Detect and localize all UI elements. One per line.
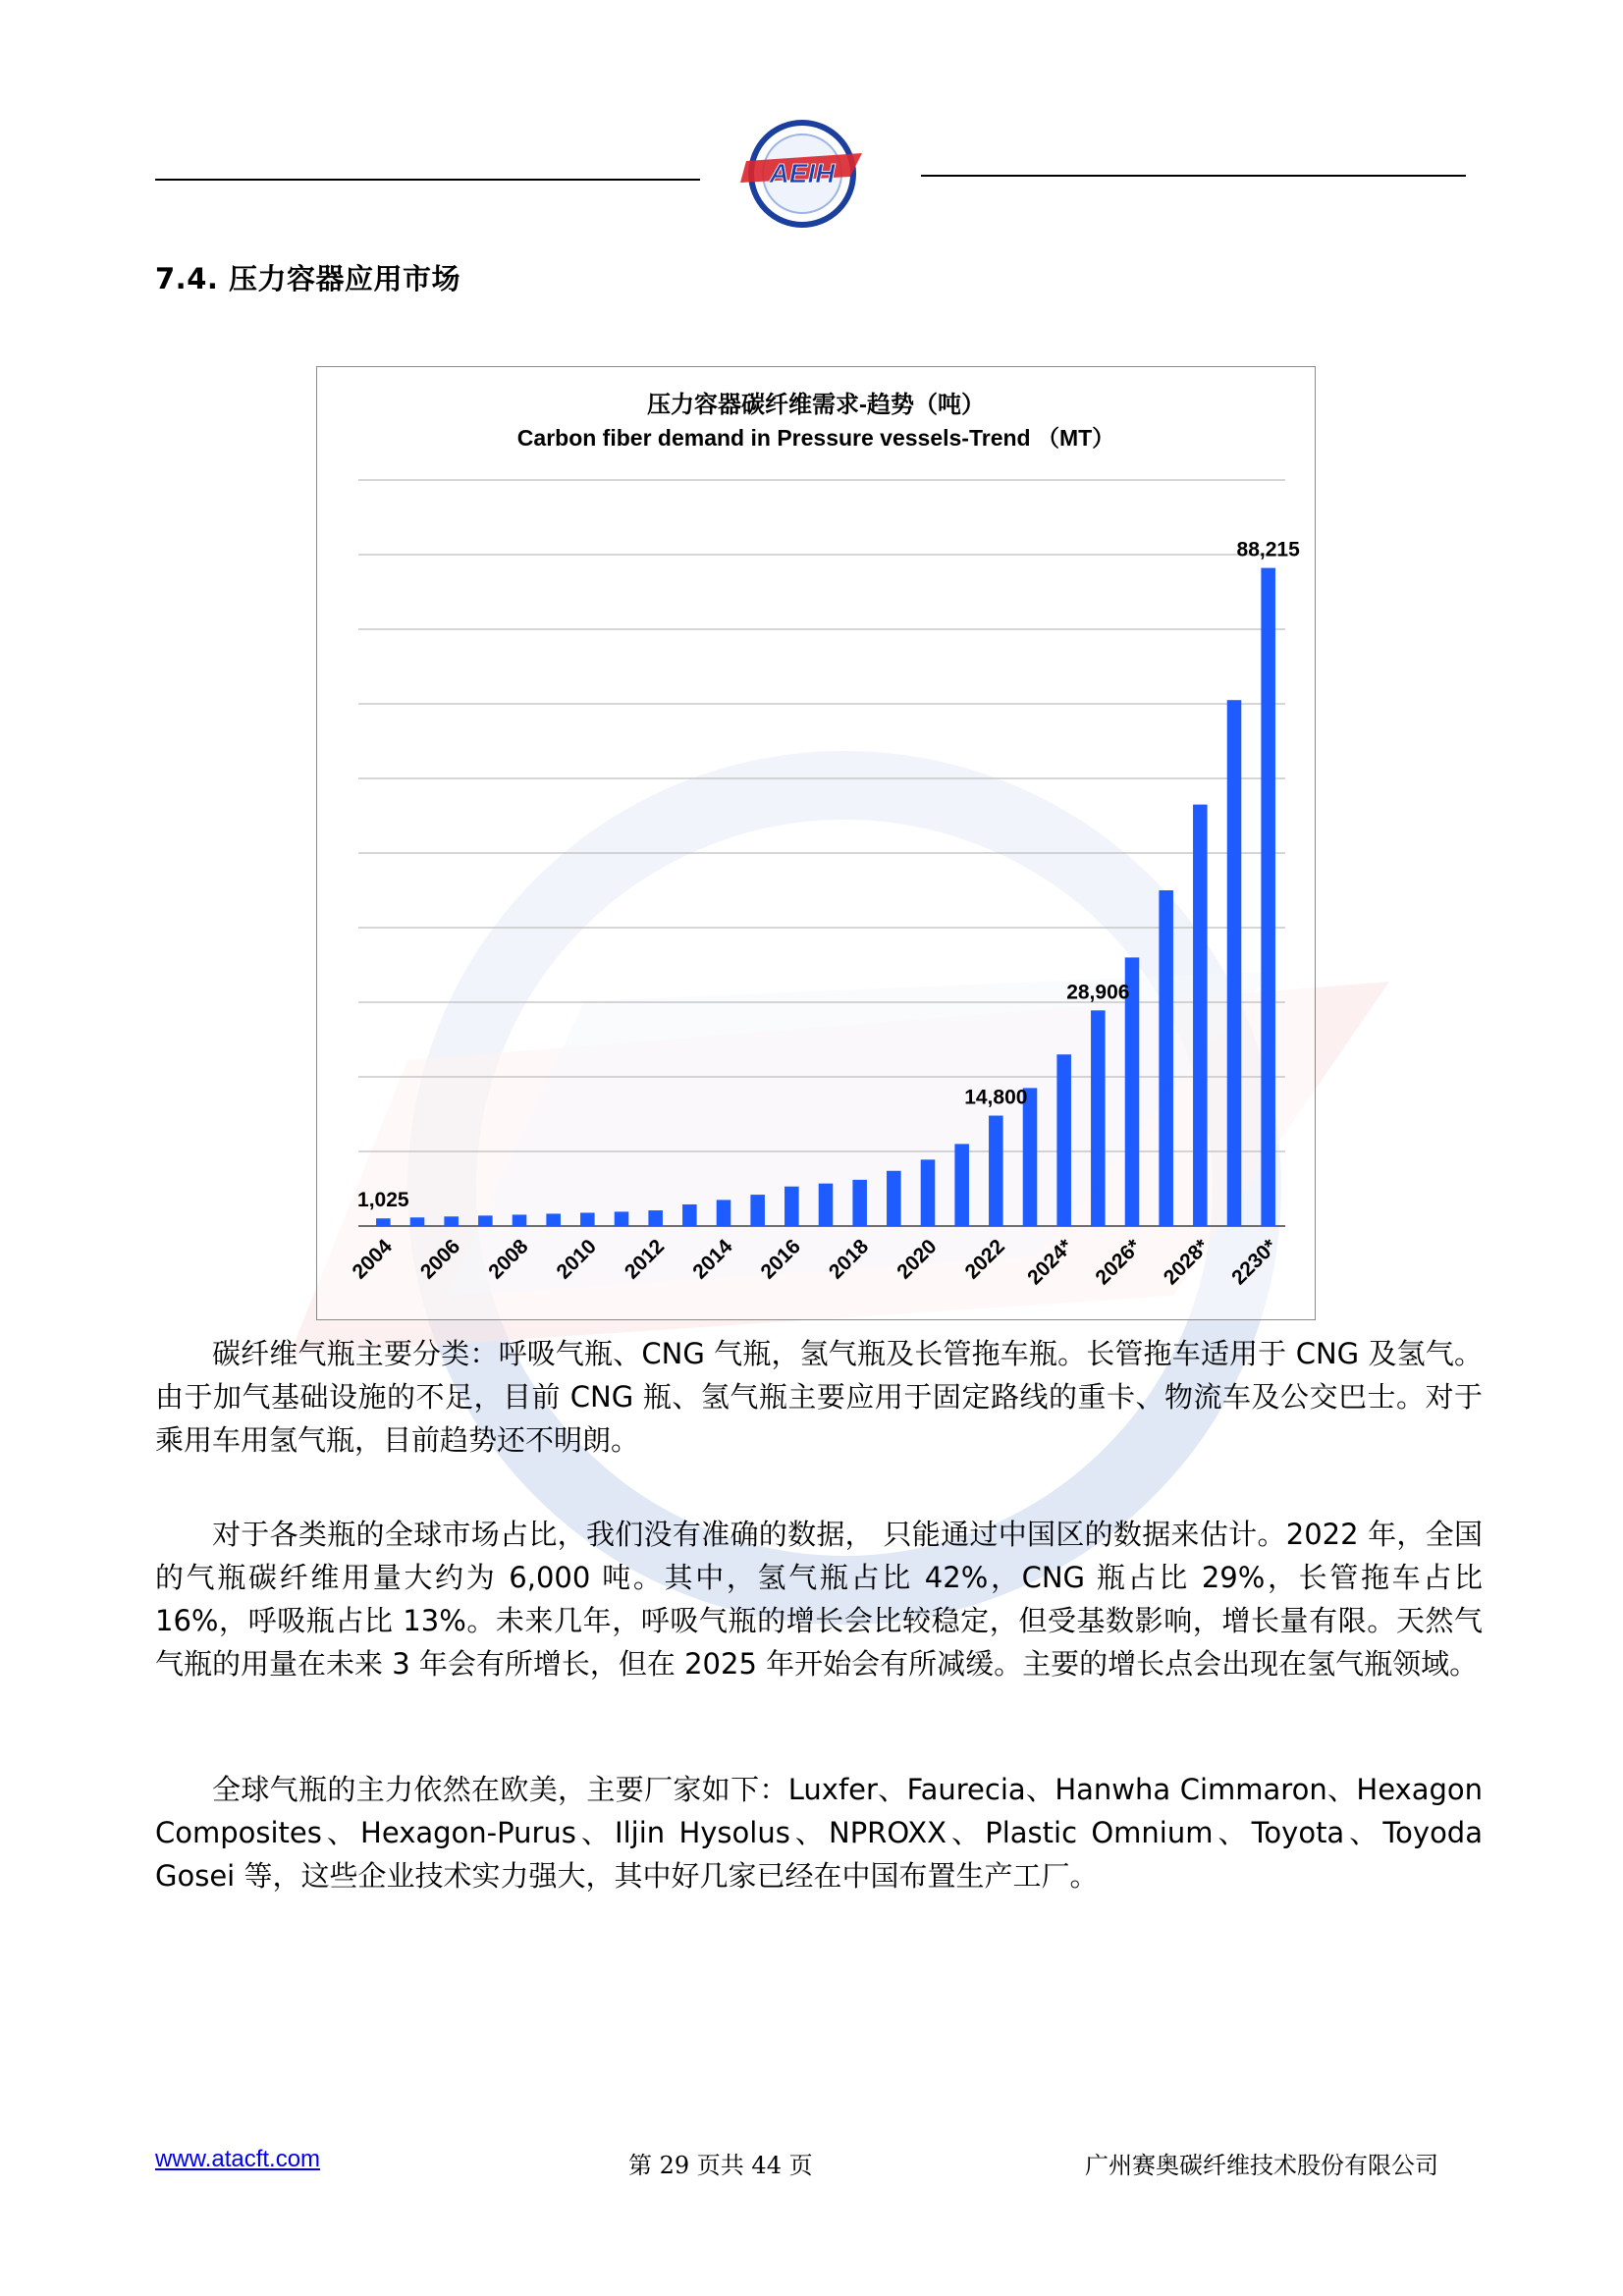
logo-text: AEIH: [769, 158, 836, 188]
bar-2016: [784, 1187, 799, 1226]
bar-2010: [580, 1212, 595, 1226]
bar-chart: [317, 367, 1315, 1319]
bar-2019: [887, 1171, 901, 1226]
header-rule-left: [155, 179, 700, 181]
chart-container: [316, 366, 1316, 1320]
bar-2029f: [1227, 700, 1242, 1226]
x-tick-label: 2024*: [1023, 1235, 1078, 1290]
chart-title: 压力容器碳纤维需求-趋势（吨）: [647, 392, 985, 418]
data-label-0: 1,025: [357, 1189, 409, 1212]
x-tick-label: 2028*: [1159, 1235, 1214, 1290]
x-tick-label: 2006: [415, 1235, 465, 1284]
bar-2009: [546, 1213, 561, 1226]
x-tick-label: 2016: [756, 1235, 805, 1284]
data-label-1: 14,800: [964, 1086, 1028, 1109]
bar-2006: [444, 1216, 459, 1226]
chart-subtitle: Carbon fiber demand in Pressure vessels-Trend （MT）: [516, 425, 1115, 451]
x-tick-label: 2008: [484, 1235, 533, 1284]
data-label-2: 28,906: [1066, 981, 1130, 1004]
bar-2015: [750, 1195, 765, 1226]
bar-2025f: [1091, 1010, 1106, 1226]
footer-company-name: 广州赛奥碳纤维技术股份有限公司: [1085, 2152, 1438, 2179]
footer-website-link[interactable]: www.atacft.com: [155, 2146, 321, 2172]
bar-2004: [376, 1218, 391, 1226]
x-tick-label: 2004: [348, 1235, 397, 1284]
section-title: 7.4. 压力容器应用市场: [155, 262, 460, 295]
footer-page-number: 第 29 页共 44 页: [628, 2152, 813, 2179]
x-tick-label: 2012: [620, 1235, 670, 1284]
bar-2024f: [1056, 1054, 1071, 1226]
bar-2007: [478, 1215, 493, 1226]
x-tick-label: 2026*: [1091, 1235, 1146, 1290]
x-tick-label: 2018: [824, 1235, 874, 1284]
header-rule-right: [921, 175, 1466, 177]
bar-2014: [717, 1200, 731, 1226]
bar-2011: [615, 1211, 629, 1226]
bar-2005: [410, 1217, 425, 1226]
data-label-3: 88,215: [1236, 538, 1300, 561]
paragraph-market-share: 对于各类瓶的全球市场占比，我们没有准确的数据， 只能通过中国区的数据来估计。2022 年，全国的气瓶碳纤维用量大约为 6,000 吨。其中，氢气瓶占比 42%，CNG 瓶占比 29%，长管拖车占比 16%，呼吸瓶占比 13%。未来几年，呼吸气瓶的增长会比较稳定，但受基数影响，增长量有限。天然气气瓶的用量在未来 3 年会有所增长，但在 2025 年开始会有所减缓。主要的增长点会出现在氢气瓶领域。: [155, 1518, 1483, 1681]
bar-2020: [921, 1159, 936, 1226]
bar-2008: [513, 1214, 527, 1226]
paragraph-manufacturers: 全球气瓶的主力依然在欧美，主要厂家如下：Luxfer、Faurecia、Hanwha Cimmaron、Hexagon Composites、Hexagon-Purus、Iljin Hysolus、NPROXX、Plastic Omnium、Toyota、Toyoda Gosei 等，这些企业技术实力强大，其中好几家已经在中国布置生产工厂。: [155, 1773, 1483, 1893]
bar-2028f: [1193, 805, 1208, 1226]
bar-2230f: [1261, 568, 1275, 1226]
bar-2021: [954, 1144, 969, 1226]
x-tick-label: 2230*: [1227, 1235, 1282, 1290]
bar-2027f: [1159, 890, 1173, 1226]
bar-2022: [989, 1116, 1003, 1226]
bar-2017: [819, 1184, 834, 1226]
x-tick-label: 2020: [893, 1235, 942, 1284]
paragraph-classification: 碳纤维气瓶主要分类：呼吸气瓶、CNG 气瓶，氢气瓶及长管拖车瓶。长管拖车适用于 CNG 及氢气。由于加气基础设施的不足，目前 CNG 瓶、氢气瓶主要应用于固定路线的重卡、物流车及公交巴士。对于乘用车用氢气瓶，目前趋势还不明朗。: [155, 1337, 1483, 1457]
bar-2013: [682, 1204, 697, 1226]
x-tick-label: 2014: [688, 1235, 737, 1284]
bar-2012: [648, 1210, 663, 1226]
x-tick-label: 2022: [960, 1235, 1009, 1284]
bar-2018: [852, 1180, 867, 1226]
company-logo: [736, 118, 869, 231]
x-tick-label: 2010: [552, 1235, 601, 1284]
